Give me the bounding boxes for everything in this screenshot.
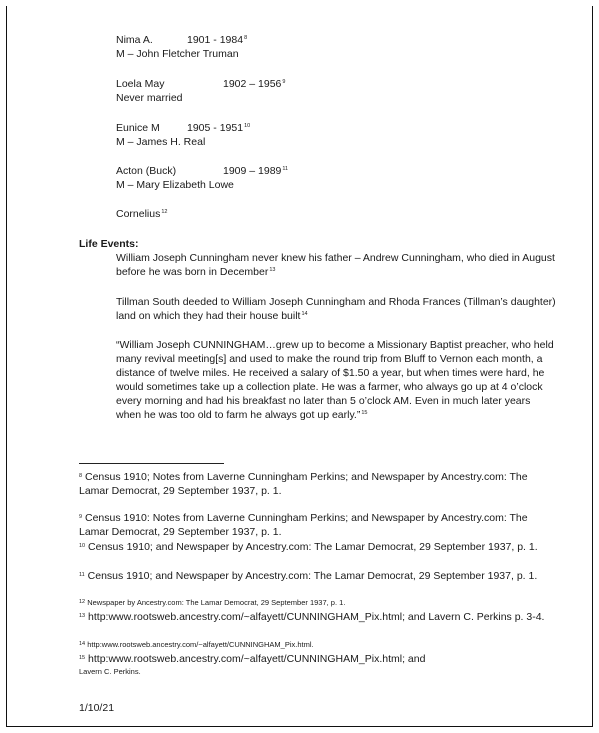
footer-date: 1/10/21 bbox=[79, 702, 115, 714]
footnote-ref[interactable]: 8 bbox=[244, 35, 248, 41]
footnote: $^{13}$ http:www.rootsweb.ancestry.com/~alfayett/CUNNINGHAM_Pix.html; and Lavern C. Perkins p. 3-4. bbox=[79, 611, 545, 623]
child-dates: 1902 – 1956$^9$ bbox=[223, 78, 286, 90]
child-spouse: M – James H. Real bbox=[116, 136, 206, 148]
footnote-ref[interactable]: 13 bbox=[269, 267, 276, 273]
footnote: $^8$ Census 1910; Notes from Laverne Cunningham Perkins; and Newspaper by Ancestry.com: The Lamar Democrat, 29 September 1937, p. 1. bbox=[79, 471, 528, 497]
child-name: Acton (Buck) bbox=[116, 165, 177, 177]
child-dates: 1905 - 1951$^{10}$ bbox=[187, 122, 251, 134]
life-event-paragraph: Tillman South deeded to William Joseph Cunningham and Rhoda Frances (Tillman’s daughter) land on which they had their house built$^{14}$ bbox=[116, 296, 556, 322]
footnote: $^{14}$ http:www.rootsweb.ancestry.com/~alfayett/CUNNINGHAM_Pix.html. bbox=[79, 640, 314, 649]
child-spouse: M – John Fletcher Truman bbox=[116, 48, 239, 60]
footnote-ref[interactable]: 14 bbox=[301, 311, 308, 317]
footnote: $^{10}$ Census 1910; and Newspaper by Ancestry.com: The Lamar Democrat, 29 September 1937, p. 1. bbox=[79, 541, 538, 553]
footnote: $^{15}$ http:www.rootsweb.ancestry.com/~alfayett/CUNNINGHAM_Pix.html; and bbox=[79, 653, 426, 665]
life-event-paragraph: William Joseph Cunningham never knew his father – Andrew Cunningham, who died in August before he was born in December$^{13}$ bbox=[116, 252, 555, 278]
child-spouse: M – Mary Elizabeth Lowe bbox=[116, 179, 234, 191]
section-heading: Life Events: bbox=[79, 238, 139, 250]
child-dates: 1901 - 1984$^8$ bbox=[187, 34, 248, 46]
footnote: $^{11}$ Census 1910; and Newspaper by Ancestry.com: The Lamar Democrat, 29 September 1937, p. 1. bbox=[79, 570, 538, 582]
child-spouse: Never married bbox=[116, 92, 183, 104]
footnote-ref[interactable]: 15 bbox=[361, 410, 368, 416]
child-dates: 1909 – 1989$^{11}$ bbox=[223, 165, 289, 177]
footnote-continuation: Lavern C. Perkins. bbox=[79, 667, 141, 676]
footnote-ref[interactable]: 10 bbox=[244, 123, 251, 129]
child-name: Cornelius$^{12}$ bbox=[116, 208, 168, 220]
child-name: Nima A. bbox=[116, 34, 153, 46]
footnote-ref[interactable]: 12 bbox=[161, 209, 168, 215]
footnote-ref[interactable]: 9 bbox=[282, 79, 286, 85]
life-event-quote: “William Joseph CUNNINGHAM…grew up to become a Missionary Baptist preacher, who held many revival meeting[s] and used to make the round trip from Bluff to Vernon each month, a distance of twelve miles. He received a salary of $1.50 a year, but when times were hard, he would sometimes take up a collection plate. He was a farmer, who always go up at 4 o’clock every morning and had his breakfast no later than 5 o’clock AM. Even in much later years when he was too old to farm he always got up early.”$^{15}$ bbox=[116, 339, 554, 421]
footnote: $^9$ Census 1910: Notes from Laverne Cunningham Perkins; and Newspaper by Ancestry.com: The Lamar Democrat, 29 September 1937, p. 1. bbox=[79, 512, 528, 538]
footnote-ref[interactable]: 11 bbox=[282, 166, 289, 172]
child-name: Eunice M bbox=[116, 122, 160, 134]
footnote-separator bbox=[79, 463, 224, 464]
footnote: $^{12}$ Newspaper by Ancestry.com: The Lamar Democrat, 29 September 1937, p. 1. bbox=[79, 598, 346, 607]
child-name: Loela May bbox=[116, 78, 165, 90]
